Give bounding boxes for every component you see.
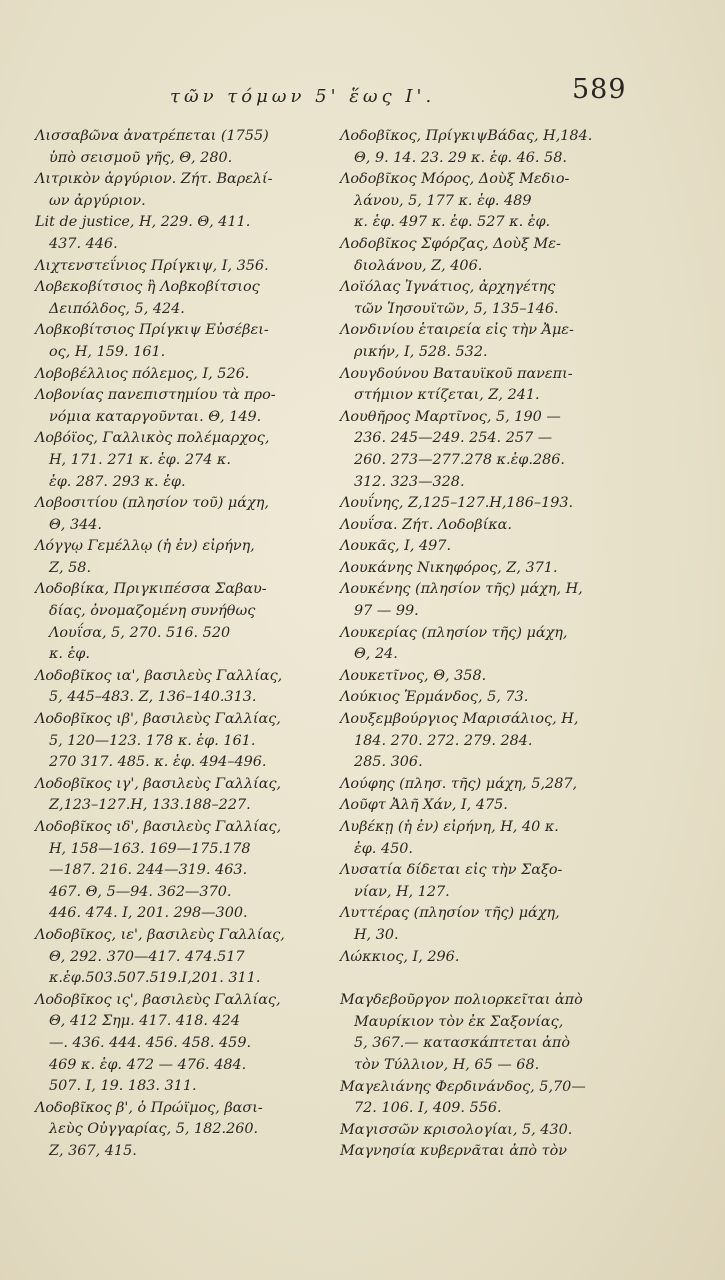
index-entry: Λοδοβῖκος ια', βασιλεὺς Γαλλίας, 5, 445–483. Ζ, 136–140.313. <box>35 667 283 706</box>
index-entry: Λοβοβέλλιος πόλεμος, Ι, 526. <box>35 365 250 382</box>
page-number: 589 <box>572 74 627 105</box>
index-entry: Λιχτενστεΐνιος Πρίγκιψ, Ι, 356. <box>35 257 269 274</box>
index-entry: Λοδοβῖκος Σφόρζας, Δοὺξ Με- διολάνου, Ζ, 406. <box>340 235 561 274</box>
index-entry: Λοδοβῖκος ιδ', βασιλεὺς Γαλλίας, Η, 158—163. 169—175.178 —187. 216. 244—319. 463. 467. Θ, 5—94. 362—370. 446. 474. Ι, 201. 298—300. <box>35 819 282 922</box>
page-header <box>0 68 725 116</box>
index-entry: Λουξεμβούργιος Μαρισάλιος, Η, 184. 270. 272. 279. 284. 285. 306. <box>340 711 579 771</box>
index-column-left <box>35 126 325 1163</box>
running-title: τῶν τόμων 5' ἕως Ι'. <box>170 86 436 107</box>
index-entry: Λουκετῖνος, Θ, 358. <box>340 667 487 684</box>
index-entry: Λισσαβῶνα ἀνατρέπεται (1755) ὑπὸ σεισμοῦ γῆς, Θ, 280. <box>35 128 269 166</box>
index-entry: Λοδοβῖκος, ιε', βασιλεὺς Γαλλίας, Θ, 292. 370—417. 474.517 κ.ἑφ.503.507.519.Ι,201. 311. <box>35 926 285 987</box>
index-entry: Λουκάνης Νικηφόρος, Ζ, 371. <box>340 559 558 576</box>
index-entry: Λοδοβῖκος ις', βασιλεὺς Γαλλίας, Θ, 412 Σημ. 417. 418. 424 —. 436. 444. 456. 458. 459. 469 κ. ἑφ. 472 — 476. 484. 507. Ι, 19. 183. 311. <box>35 991 281 1095</box>
index-entry: Λοδοβῖκος ιβ', βασιλεὺς Γαλλίας, 5, 120—123. 178 κ. ἑφ. 161. 270 317. 485. κ. ἑφ. 494–496. <box>35 711 281 771</box>
index-entry: Λουΐνης, Ζ,125–127.Η,186–193. <box>340 495 574 512</box>
index-entry: Λουκερίας (πλησίον τῆς) μάχη, Θ, 24. <box>340 624 568 663</box>
index-entry: Λοῦφτ Ἀλῆ Χάν, Ι, 475. <box>340 797 508 814</box>
index-entry: Μαγελιάνης Φερδινάνδος, 5,70— 72. 106. Ι, 409. 556. <box>340 1078 586 1117</box>
index-entry: Λουκᾶς, Ι, 497. <box>340 538 452 555</box>
index-entry: Λουκένης (πλησίον τῆς) μάχη, Η, 97 — 99. <box>340 581 583 620</box>
index-entry: Λοβοσιτίου (πλησίον τοῦ) μάχη, Θ, 344. <box>35 495 269 533</box>
index-entry: Λοβονίας πανεπιστημίου τὰ προ- νόμια καταργοῦνται. Θ, 149. <box>35 387 276 425</box>
index-entry: Λουθῆρος Μαρτῖνος, 5, 190 — 236. 245—249. 254. 257 — 260. 273—277.278 κ.ἑφ.286. 312. 323—328. <box>340 408 565 490</box>
index-entry: Μαγνησία κυβερνᾶται ἀπὸ τὸν <box>340 1143 568 1160</box>
index-entry: Λοδοβῖκος Μόρος, Δοὺξ Μεδιο- λάνου, 5, 177 κ. ἑφ. 489 κ. ἑφ. 497 κ. ἑφ. 527 κ. ἑφ. <box>340 171 570 231</box>
index-entry: Λοβκοβίτσιος Πρίγκιψ Εὐσέβει- ος, Η, 159. 161. <box>35 322 269 360</box>
index-entry: Λόγγῳ Γεμέλλῳ (ἡ ἐν) εἰρήνη, Ζ, 58. <box>35 538 255 576</box>
index-entry: Λυσατία δίδεται εἰς τὴν Σαξο- νίαν, Η, 127. <box>340 862 563 900</box>
index-entry: Λοδοβίκα, Πριγκιπέσσα Σαβαυ- δίας, ὀνομαζομένη συνήθως Λουΐσα, 5, 270. 516. 520 κ. ἑφ. <box>35 581 267 663</box>
index-entry: Λοδοβῖκος, ΠρίγκιψΒάδας, Η,184. Θ, 9. 14. 23. 29 κ. ἑφ. 46. 58. <box>340 128 593 166</box>
index-entry: Λοδοβῖκος ιγ', βασιλεὺς Γαλλίας, Ζ,123–127.Η, 133.188–227. <box>35 775 282 814</box>
index-entry: Λονδινίου ἑταιρεία εἰς τὴν Ἀμε- ρικήν, Ι, 528. 532. <box>340 322 574 360</box>
index-entry: Λοβόϊος, Γαλλικὸς πολέμαρχος, Η, 171. 271 κ. ἑφ. 274 κ. ἑφ. 287. 293 κ. ἑφ. <box>35 430 270 490</box>
index-entry: Lit de justice, Η, 229. Θ, 411. 437. 446. <box>35 214 251 252</box>
index-entry: Λούκιος Ἑρμάνδος, 5, 73. <box>340 689 529 706</box>
index-entry: Λουγδούνου Βαταυϊκοῦ πανεπι- στήμιον κτίζεται, Ζ, 241. <box>340 365 573 404</box>
index-entry: Λυττέρας (πλησίον τῆς) μάχη, Η, 30. <box>340 905 560 943</box>
index-entry: Λοδοβῖκος β', ὁ Πρώϊμος, βασι- λεὺς Οὐγγαρίας, 5, 182.260. Ζ, 367, 415. <box>35 1099 263 1159</box>
index-entry: Λουΐσα. Ζήτ. Λοδοβίκα. <box>340 516 512 533</box>
index-column-right <box>340 126 630 1163</box>
index-entry: Μαγισσῶν κρισολογίαι, 5, 430. <box>340 1121 573 1138</box>
index-entry: Λούφης (πλησ. τῆς) μάχη, 5,287, <box>340 775 578 792</box>
index-entry: Λώκκιος, Ι, 296. <box>340 948 460 965</box>
index-entry: Λοβεκοβίτσιος ἢ Λοβκοβίτσιος Δειπόλδος, 5, 424. <box>35 279 260 317</box>
index-entry: Λιτρικὸν ἀργύριον. Ζήτ. Βαρελί- ων ἀργύριον. <box>35 171 273 209</box>
index-entry: Μαγδεβοῦργον πολιορκεῖται ἀπὸ Μαυρίκιον τὸν ἐκ Σαξονίας, 5, 367.— κατασκάπτεται ἀπὸ τὸν Τύλλιον, Η, 65 — 68. <box>340 992 583 1073</box>
index-entry: Λοϊόλας Ἰγνάτιος, ἀρχηγέτης τῶν Ἰησουϊτῶν, 5, 135–146. <box>340 279 559 317</box>
index-entry: Λυβέκῃ (ἡ ἐν) εἰρήνη, Η, 40 κ. ἑφ. 450. <box>340 819 559 857</box>
